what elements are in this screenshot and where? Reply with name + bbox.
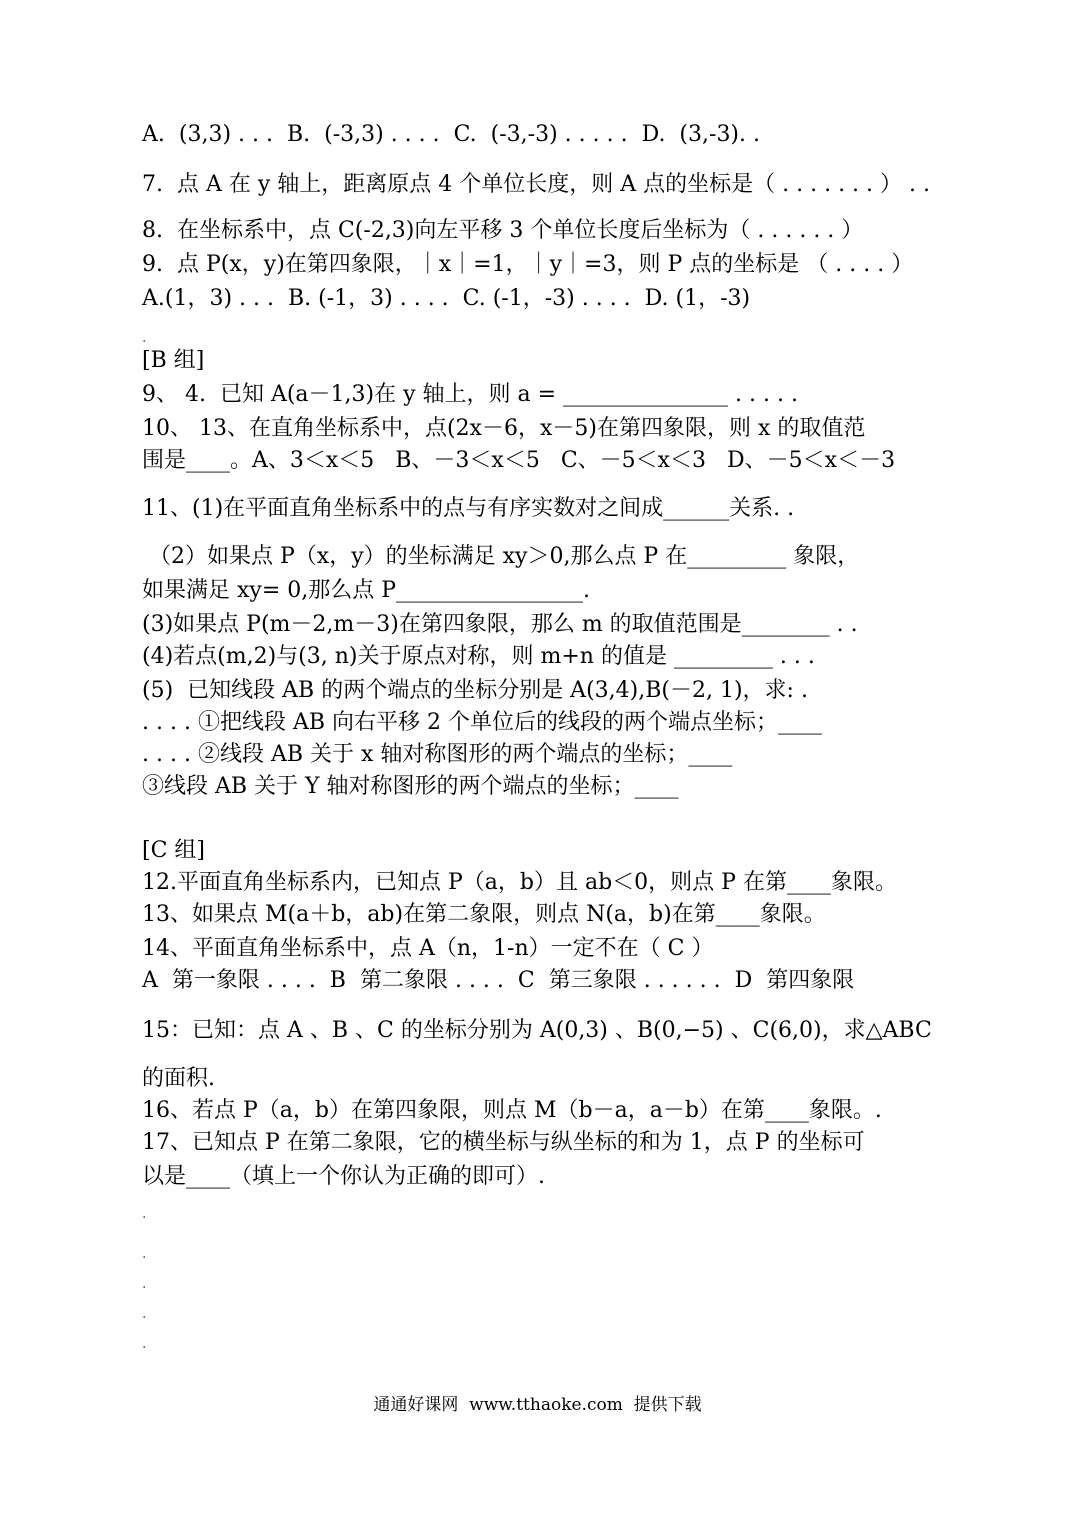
b10-text: 10、 13、在直角坐标系中，点(2x－6，x－5)在第四象限，则 x 的取值范 bbox=[142, 416, 866, 441]
margin-dot: . bbox=[142, 1276, 147, 1292]
c17-text-cont: 以是____（填上一个你认为正确的即可）. bbox=[142, 1164, 545, 1189]
group-c-heading: [C 组] bbox=[142, 838, 205, 863]
b11-part5: (5) 已知线段 AB 的两个端点的坐标分别是 A(3,4),B(－2, 1)，求: . bbox=[142, 678, 808, 703]
b11-part1: 11、(1)在平面直角坐标系中的点与有序实数对之间成______关系. . bbox=[142, 496, 795, 521]
c15-text: 15：已知：点 A 、B 、C 的坐标分别为 A(0,3) 、B(0,−5) 、C(6,0)，求△ABC bbox=[142, 1018, 932, 1043]
q7-text: 7. 点 A 在 y 轴上，距离原点 4 个单位长度，则 A 点的坐标是（ . . . . . . . ） . . bbox=[142, 172, 930, 197]
c16-text: 16、若点 P（a，b）在第四象限，则点 M（b－a，a－b）在第____象限。. bbox=[142, 1098, 882, 1123]
c15-text-cont: 的面积. bbox=[142, 1066, 215, 1091]
c12-text: 12.平面直角坐标系内，已知点 P（a，b）且 ab＜0，则点 P 在第____象限。 bbox=[142, 870, 897, 895]
c14-text: 14、平面直角坐标系中，点 A（n，1-n）一定不在（ C ） bbox=[142, 936, 714, 961]
b11-part5-item2: . . . . ②线段 AB 关于 x 轴对称图形的两个端点的坐标；____ bbox=[142, 742, 733, 767]
page-footer: 通通好课网 www.tthaoke.com 提供下载 bbox=[373, 1395, 702, 1415]
margin-dot: . bbox=[142, 1306, 147, 1322]
q8-text: 8. 在坐标系中，点 C(-2,3)向左平移 3 个单位长度后坐标为（ . . . . . . ） bbox=[142, 218, 864, 243]
b9-text: 9、 4. 已知 A(a－1,3)在 y 轴上，则 a = _______________ . . . . . bbox=[142, 382, 798, 407]
b11-part2-cont: 如果满足 xy= 0,那么点 P_________________. bbox=[142, 578, 591, 603]
q6-options: A. (3,3) . . . B. (-3,3) . . . . C. (-3,-3) . . . . . D. (3,-3). . bbox=[142, 122, 760, 147]
c14-options: A 第一象限 . . . . B 第二象限 . . . . C 第三象限 . . . . . . D 第四象限 bbox=[142, 968, 855, 993]
b11-part4: (4)若点(m,2)与(3, n)关于原点对称，则 m+n 的值是 _________ . . . bbox=[142, 644, 815, 669]
stray-dot: . bbox=[142, 330, 147, 346]
b11-part5-item1: . . . . ①把线段 AB 向右平移 2 个单位后的线段的两个端点坐标；____ bbox=[142, 710, 822, 735]
q9-text: 9. 点 P(x，y)在第四象限，｜x｜=1，｜y｜=3，则 P 点的坐标是 （ . . . . ） bbox=[142, 252, 914, 277]
b11-part3: (3)如果点 P(m－2,m－3)在第四象限，那么 m 的取值范围是________ . . bbox=[142, 612, 858, 637]
c13-text: 13、如果点 M(a＋b，ab)在第二象限，则点 N(a，b)在第____象限。 bbox=[142, 902, 826, 927]
margin-dot: . bbox=[142, 1246, 147, 1262]
b11-part5-item3: ③线段 AB 关于 Y 轴对称图形的两个端点的坐标；____ bbox=[142, 774, 679, 799]
c17-text: 17、已知点 P 在第二象限，它的横坐标与纵坐标的和为 1，点 P 的坐标可 bbox=[142, 1130, 865, 1155]
margin-dot: . bbox=[142, 1336, 147, 1352]
b11-part2: （2）如果点 P（x，y）的坐标满足 xy＞0,那么点 P 在_________ 象限， bbox=[142, 544, 860, 569]
group-b-heading: [B 组] bbox=[142, 348, 205, 373]
margin-dot: . bbox=[142, 1206, 147, 1222]
b10-options: 围是____。A、3＜x＜5 B、－3＜x＜5 C、－5＜x＜3 D、－5＜x＜－3 bbox=[142, 448, 896, 473]
q9-options: A.(1，3) . . . B. (-1，3) . . . . C. (-1，-3) . . . . D. (1，-3) bbox=[142, 286, 751, 311]
